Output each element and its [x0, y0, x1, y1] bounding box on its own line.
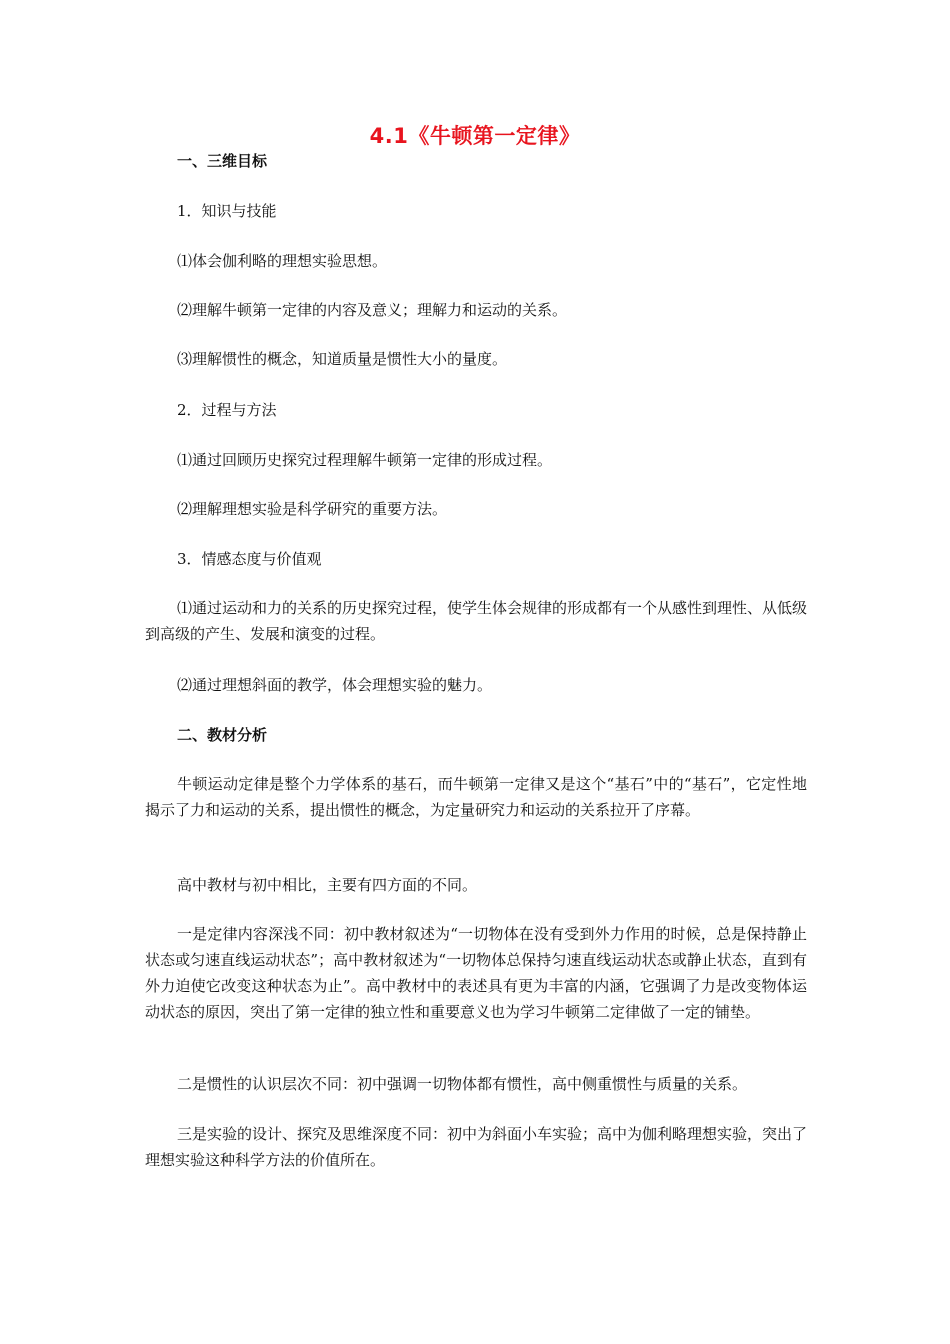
analysis-paragraph: 三是实验的设计、探究及思维深度不同：初中为斜面小车实验；高中为伽利略理想实验，突出了理想实验这种科学方法的价值所在。: [145, 1125, 808, 1169]
section-heading-analysis: 二、教材分析: [177, 726, 268, 744]
document-title: 4.1《牛顿第一定律》: [369, 124, 581, 148]
subheading-attitude: 3．情感态度与价值观: [177, 550, 322, 568]
analysis-paragraph: 高中教材与初中相比，主要有四方面的不同。: [177, 876, 478, 894]
subheading-knowledge: 1．知识与技能: [177, 202, 277, 220]
objective-paragraph: ⑴通过运动和力的关系的历史探究过程，使学生体会规律的形成都有一个从感性到理性、从低级到高级的产生、发展和演变的过程。: [145, 599, 808, 643]
subheading-process: 2．过程与方法: [177, 401, 277, 419]
objective-item: ⑴通过回顾历史探究过程理解牛顿第一定律的形成过程。: [177, 451, 553, 469]
analysis-paragraph: 二是惯性的认识层次不同：初中强调一切物体都有惯性，高中侧重惯性与质量的关系。: [177, 1075, 748, 1093]
objective-item: ⑵理解牛顿第一定律的内容及意义；理解力和运动的关系。: [177, 301, 568, 319]
analysis-paragraph: 牛顿运动定律是整个力学体系的基石，而牛顿第一定律又是这个“基石”中的“基石”，它定性地揭示了力和运动的关系，提出惯性的概念，为定量研究力和运动的关系拉开了序幕。: [145, 775, 807, 819]
section-heading-objectives: 一、三维目标: [177, 152, 268, 170]
analysis-paragraph: 一是定律内容深浅不同：初中教材叙述为“一切物体在没有受到外力作用的时候，总是保持静止状态或匀速直线运动状态”；高中教材叙述为“一切物体总保持匀速直线运动状态或静止状态，直到有外力迫使它改变这种状态为止”。高中教材中的表述具有更为丰富的内涵，它强调了力是改变物体运动状态的原因，突出了第一定律的独立性和重要意义也为学习牛顿第二定律做了一定的铺垫。: [145, 925, 807, 1021]
objective-item: ⑶理解惯性的概念，知道质量是惯性大小的量度。: [177, 350, 508, 368]
objective-item: ⑵理解理想实验是科学研究的重要方法。: [177, 500, 448, 518]
objective-item: ⑵通过理想斜面的教学，体会理想实验的魅力。: [177, 676, 493, 694]
objective-item: ⑴体会伽利略的理想实验思想。: [177, 252, 388, 270]
